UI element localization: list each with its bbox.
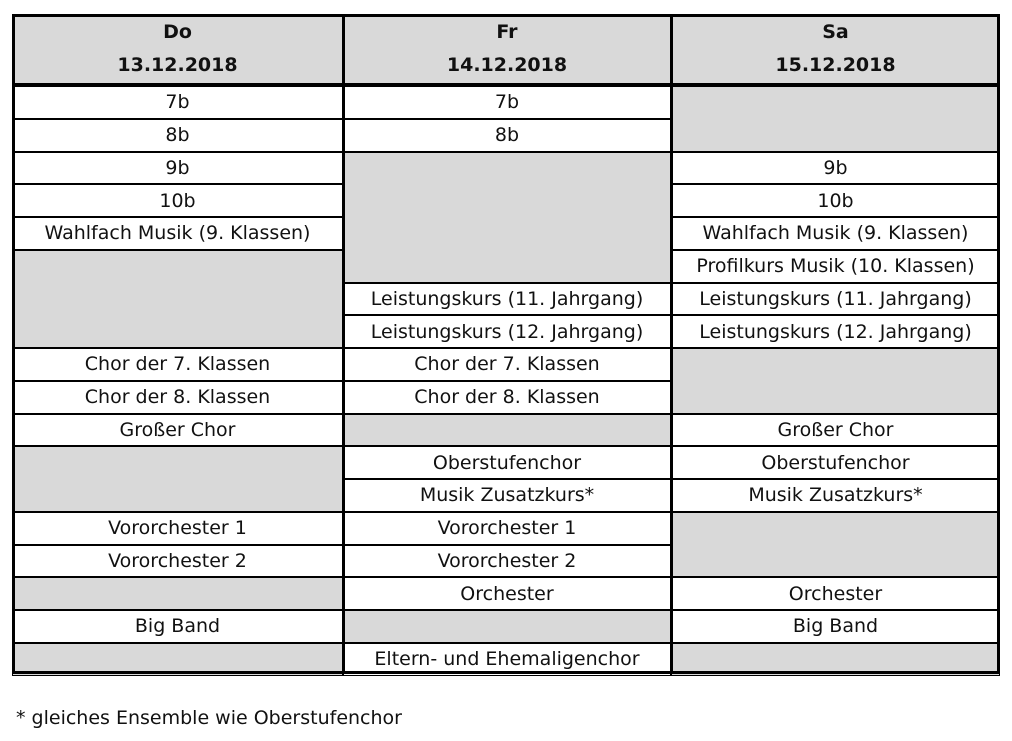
header-day: Do — [163, 21, 192, 43]
schedule-cell: Musik Zusatzkurs* — [343, 479, 671, 512]
schedule-cell: Profilkurs Musik (10. Klassen) — [671, 250, 1000, 283]
empty-cell — [12, 643, 343, 676]
column-header-do — [12, 14, 343, 84]
schedule-cell: Big Band — [671, 610, 1000, 643]
schedule-cell: 10b — [12, 184, 343, 217]
column-header-sa — [671, 14, 1000, 84]
schedule-cell: Vororchester 2 — [12, 545, 343, 578]
schedule-cell: Chor der 8. Klassen — [12, 381, 343, 414]
schedule-cell: Leistungskurs (11. Jahrgang) — [343, 283, 671, 316]
schedule-cell: Eltern- und Ehemaligenchor — [343, 643, 671, 676]
empty-cell — [12, 446, 343, 512]
schedule-cell: 7b — [12, 86, 343, 119]
schedule-cell: Leistungskurs (11. Jahrgang) — [671, 283, 1000, 316]
schedule-cell: Vororchester 1 — [343, 512, 671, 545]
empty-cell — [343, 414, 671, 447]
schedule-cell: Musik Zusatzkurs* — [671, 479, 1000, 512]
empty-cell — [671, 512, 1000, 578]
schedule-cell: Orchester — [343, 577, 671, 610]
header-day: Fr — [496, 21, 518, 43]
schedule-cell: Wahlfach Musik (9. Klassen) — [12, 217, 343, 250]
empty-cell — [343, 610, 671, 643]
empty-cell — [343, 152, 671, 283]
schedule-cell: 9b — [12, 152, 343, 185]
empty-cell — [671, 643, 1000, 676]
column-separator — [342, 14, 345, 674]
schedule-cell: Big Band — [12, 610, 343, 643]
schedule-cell: 7b — [343, 86, 671, 119]
schedule-cell: Großer Chor — [12, 414, 343, 447]
schedule-table — [12, 14, 1000, 674]
schedule-cell: Chor der 7. Klassen — [343, 348, 671, 381]
schedule-cell: Oberstufenchor — [343, 446, 671, 479]
schedule-cell: 8b — [343, 119, 671, 152]
schedule-cell: Chor der 8. Klassen — [343, 381, 671, 414]
schedule-cell: Vororchester 2 — [343, 545, 671, 578]
schedule-cell: Wahlfach Musik (9. Klassen) — [671, 217, 1000, 250]
schedule-cell: Chor der 7. Klassen — [12, 348, 343, 381]
empty-cell — [12, 577, 343, 610]
schedule-cell: Leistungskurs (12. Jahrgang) — [671, 315, 1000, 348]
schedule-cell: Oberstufenchor — [671, 446, 1000, 479]
empty-cell — [671, 348, 1000, 414]
schedule-cell: Vororchester 1 — [12, 512, 343, 545]
schedule-cell: 9b — [671, 152, 1000, 185]
header-date: 14.12.2018 — [446, 54, 568, 76]
schedule-cell: 8b — [12, 119, 343, 152]
header-date: 15.12.2018 — [775, 54, 896, 76]
empty-cell — [12, 250, 343, 348]
header-separator — [12, 83, 1000, 86]
schedule-cell: 10b — [671, 184, 1000, 217]
schedule-cell: Orchester — [671, 577, 1000, 610]
header-date: 13.12.2018 — [117, 54, 238, 76]
header-day: Sa — [822, 21, 849, 43]
footnote: * gleiches Ensemble wie Oberstufenchor — [16, 707, 402, 729]
column-header-fr — [343, 14, 671, 84]
column-separator — [670, 14, 673, 674]
schedule-cell: Leistungskurs (12. Jahrgang) — [343, 315, 671, 348]
empty-cell — [671, 86, 1000, 152]
schedule-cell: Großer Chor — [671, 414, 1000, 447]
